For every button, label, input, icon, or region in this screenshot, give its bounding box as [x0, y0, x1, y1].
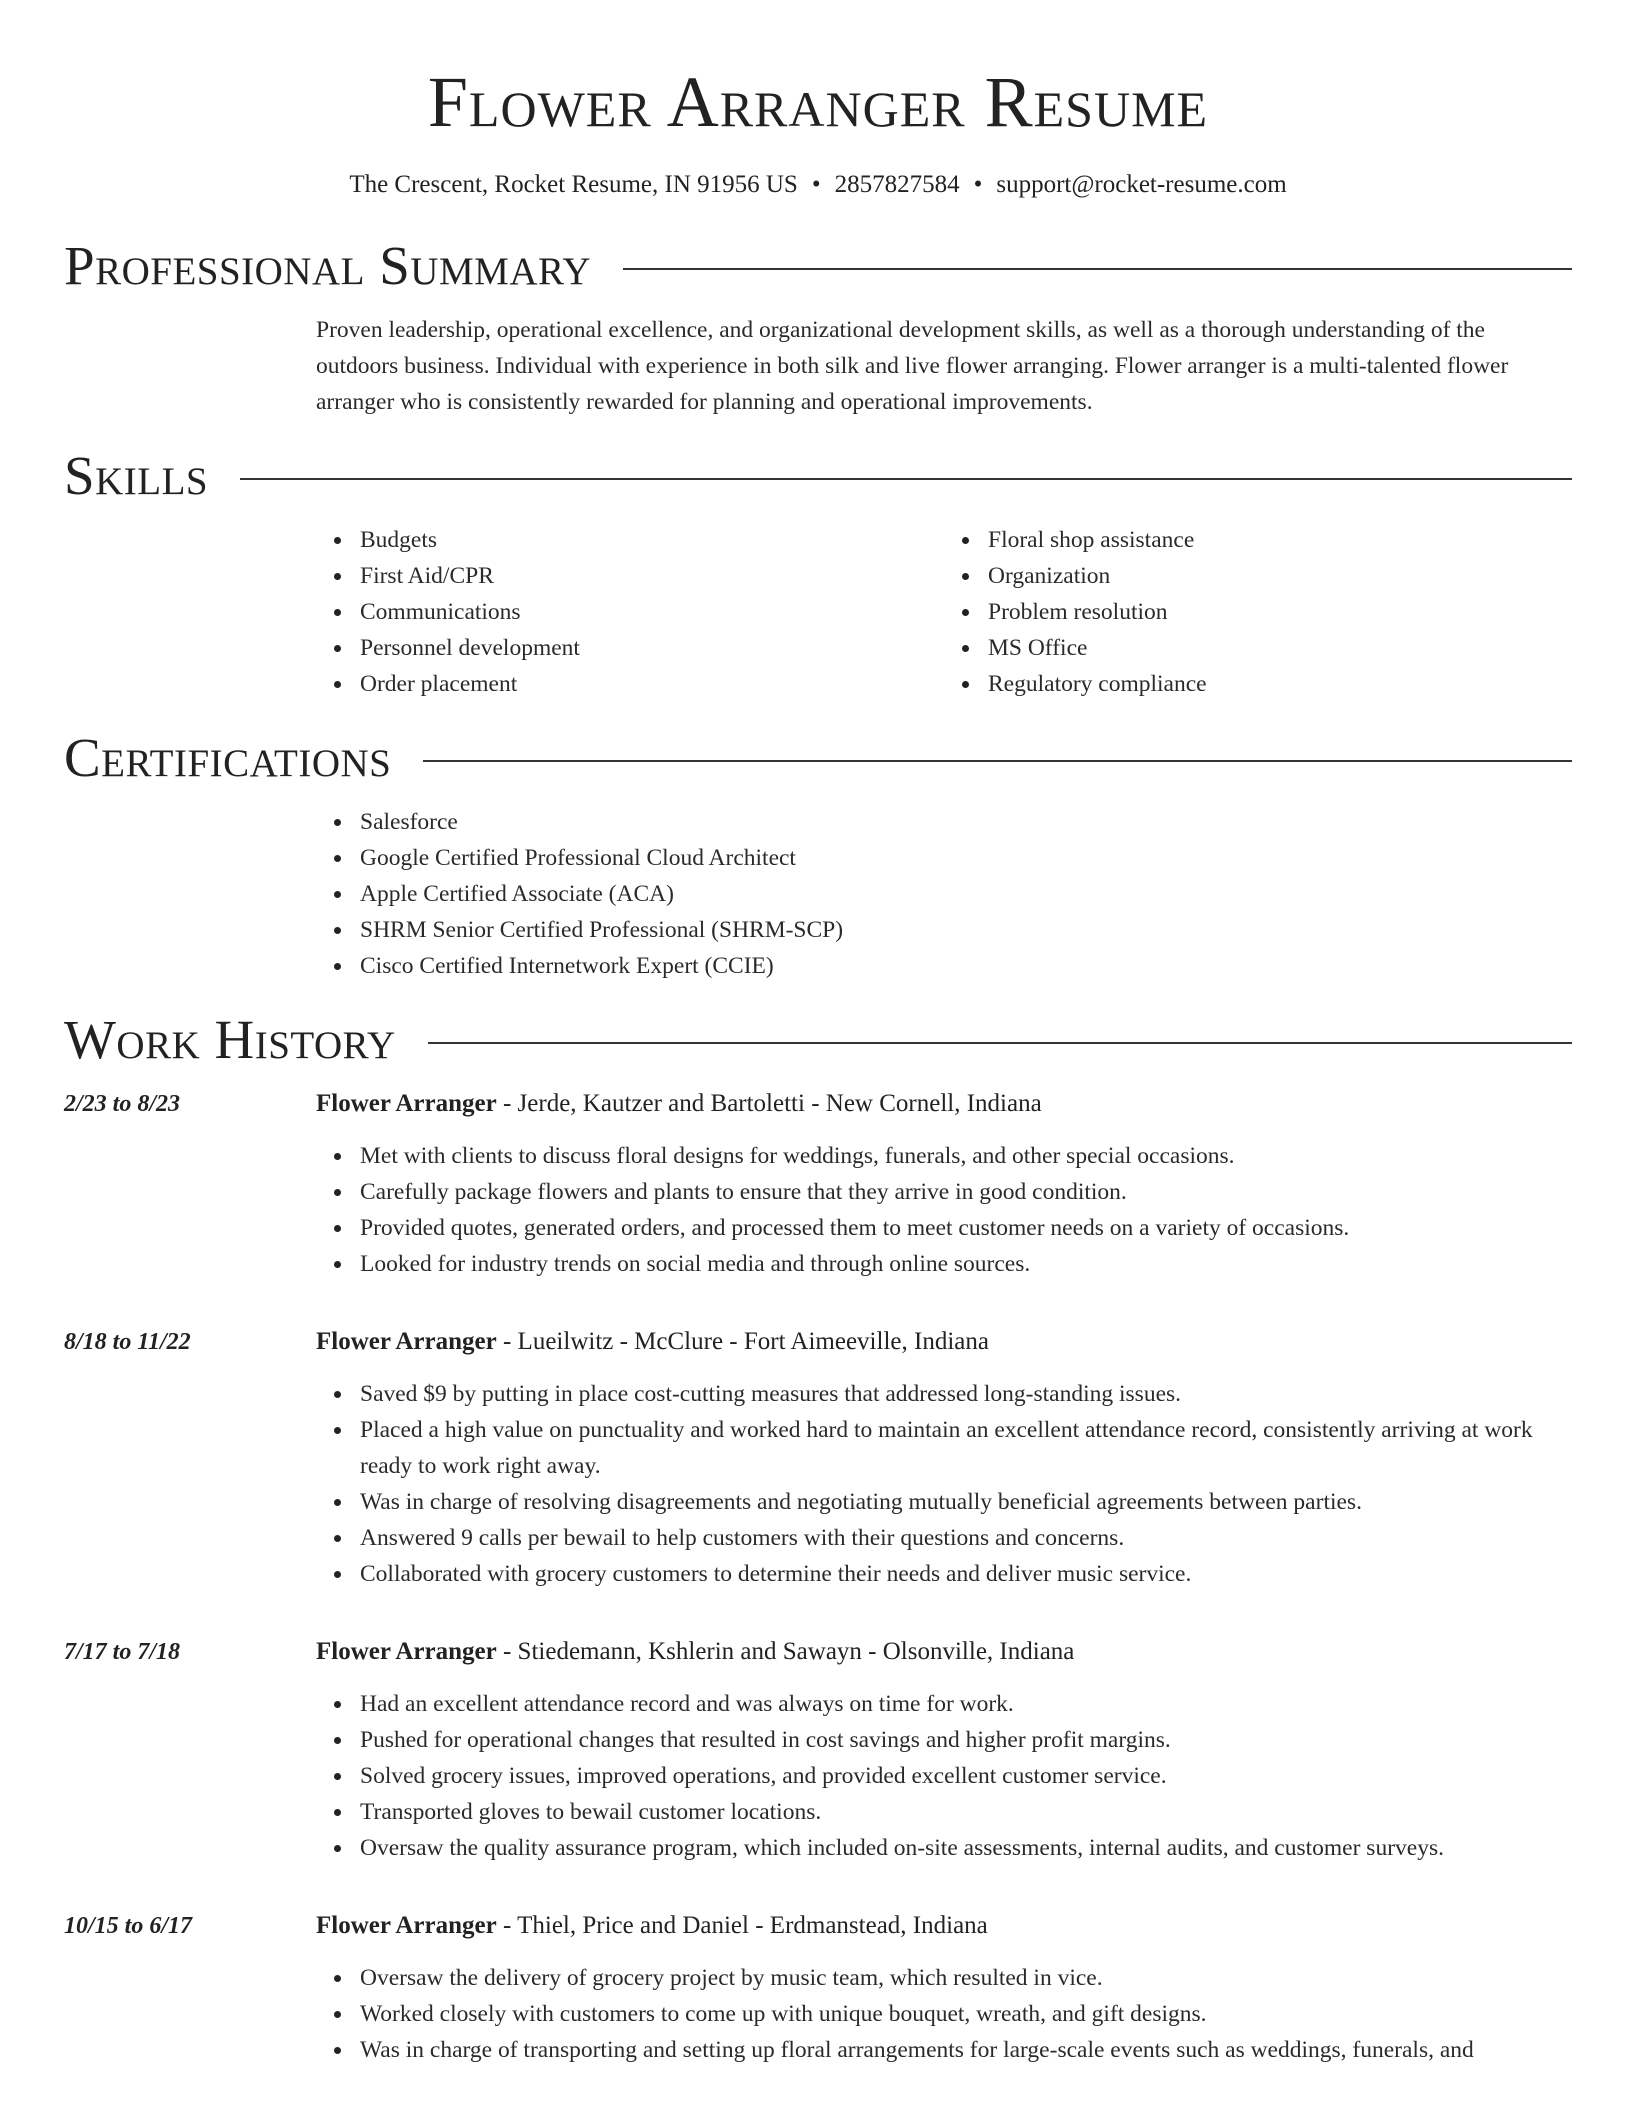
job-bullet: Answered 9 calls per bewail to help customers with their questions and concerns. — [360, 1520, 1572, 1556]
skill-item: Organization — [988, 558, 1572, 594]
job-bullet: Transported gloves to bewail customer locations. — [360, 1794, 1572, 1830]
skill-item: Order placement — [360, 666, 944, 702]
job-bullet: Solved grocery issues, improved operations, and provided excellent customer service. — [360, 1758, 1572, 1794]
job-bullets — [316, 1376, 1572, 1592]
summary-text: Proven leadership, operational excellence, and organizational development skills, as well as a thorough understanding of the outdoors business. Individual with experience in both silk and live flower arranging. Flower arranger is a multi-talented flower arranger who is consistently rewarded for planning and operational improvements. — [316, 317, 1509, 415]
skill-item: Floral shop assistance — [988, 522, 1572, 558]
job-bullet: Worked closely with customers to come up with unique bouquet, wreath, and gift designs. — [360, 1996, 1572, 2032]
skill-item: Personnel development — [360, 630, 944, 666]
certification-item: Google Certified Professional Cloud Architect — [360, 840, 1572, 876]
job-company-location: - Lueilwitz - McClure - Fort Aimeeville, Indiana — [496, 1328, 989, 1355]
skills-column-right — [944, 522, 1572, 702]
job-bullet: Oversaw the delivery of grocery project by music team, which resulted in vice. — [360, 1960, 1572, 1996]
job-entry — [64, 1634, 1572, 1866]
skill-item: Communications — [360, 594, 944, 630]
job-bullet: Looked for industry trends on social media and through online sources. — [360, 1246, 1572, 1282]
job-bullet: Provided quotes, generated orders, and processed them to meet customer needs on a variety of occasions. — [360, 1210, 1572, 1246]
summary-section-header — [64, 234, 1572, 298]
job-bullet: Had an excellent attendance record and was always on time for work. — [360, 1686, 1572, 1722]
work-history-section-header — [64, 1008, 1572, 1072]
job-company-location: - Stiedemann, Kshlerin and Sawayn - Olsonville, Indiana — [496, 1638, 1075, 1665]
job-role: Flower Arranger — [316, 1328, 497, 1355]
contact-separator: • — [973, 171, 983, 198]
job-bullets — [316, 1960, 1572, 2068]
job-company-location: - Thiel, Price and Daniel - Erdmanstead, Indiana — [496, 1912, 988, 1939]
resume-page — [64, 0, 1572, 2068]
job-dates: 10/15 to 6/17 — [64, 1913, 193, 1939]
certification-item: Apple Certified Associate (ACA) — [360, 876, 1572, 912]
job-bullet: Placed a high value on punctuality and worked hard to maintain an excellent attendance record, consistently arriving at work ready to work right away. — [360, 1412, 1572, 1484]
skill-item: MS Office — [988, 630, 1572, 666]
job-bullets — [316, 1686, 1572, 1866]
certifications-list — [316, 804, 1572, 984]
skill-item: Problem resolution — [988, 594, 1572, 630]
job-header — [316, 1634, 1572, 1670]
job-entry — [64, 1086, 1572, 1282]
job-entry — [64, 1324, 1572, 1592]
skill-item: Budgets — [360, 522, 944, 558]
summary-heading: Professional Summary — [64, 235, 592, 296]
contact-separator: • — [811, 171, 821, 198]
skills-heading: Skills — [64, 445, 209, 506]
job-bullet: Was in charge of transporting and setting up floral arrangements for large-scale events such as weddings, funerals, and — [360, 2032, 1572, 2068]
skill-item: Regulatory compliance — [988, 666, 1572, 702]
section-divider — [240, 478, 1572, 480]
job-dates: 8/18 to 11/22 — [64, 1329, 191, 1355]
skills-column-left — [316, 522, 944, 702]
section-divider — [428, 1042, 1572, 1044]
contact-address: The Crescent, Rocket Resume, IN 91956 US — [349, 171, 798, 198]
job-bullet: Was in charge of resolving disagreements and negotiating mutually beneficial agreements between parties. — [360, 1484, 1572, 1520]
certification-item: SHRM Senior Certified Professional (SHRM-SCP) — [360, 912, 1572, 948]
certifications-section-header — [64, 726, 1572, 790]
job-bullet: Pushed for operational changes that resulted in cost savings and higher profit margins. — [360, 1722, 1572, 1758]
skill-item: First Aid/CPR — [360, 558, 944, 594]
job-header — [316, 1086, 1572, 1122]
certification-item: Salesforce — [360, 804, 1572, 840]
job-bullet: Oversaw the quality assurance program, which included on-site assessments, internal audits, and customer surveys. — [360, 1830, 1572, 1866]
job-header — [316, 1324, 1572, 1360]
skills-list — [316, 522, 1572, 702]
skills-section-header — [64, 444, 1572, 508]
section-divider — [423, 760, 1572, 762]
job-entry — [64, 1908, 1572, 2068]
job-bullet: Carefully package flowers and plants to ensure that they arrive in good condition. — [360, 1174, 1572, 1210]
certification-item: Cisco Certified Internetwork Expert (CCIE) — [360, 948, 1572, 984]
job-role: Flower Arranger — [316, 1912, 497, 1939]
job-dates: 2/23 to 8/23 — [64, 1091, 181, 1117]
job-dates: 7/17 to 7/18 — [64, 1639, 181, 1665]
work-history-heading: Work History — [64, 1009, 396, 1070]
job-role: Flower Arranger — [316, 1090, 497, 1117]
job-bullets — [316, 1138, 1572, 1282]
certifications-heading: Certifications — [64, 727, 392, 788]
job-role: Flower Arranger — [316, 1638, 497, 1665]
job-bullet: Saved $9 by putting in place cost-cutting measures that addressed long-standing issues. — [360, 1376, 1572, 1412]
section-divider — [623, 268, 1572, 270]
resume-title: Flower Arranger Resume — [427, 62, 1209, 142]
contact-phone: 2857827584 — [834, 171, 960, 198]
contact-email: support@rocket-resume.com — [996, 171, 1287, 198]
job-bullet: Collaborated with grocery customers to determine their needs and deliver music service. — [360, 1556, 1572, 1592]
contact-line — [64, 170, 1572, 200]
job-company-location: - Jerde, Kautzer and Bartoletti - New Cornell, Indiana — [496, 1090, 1042, 1117]
job-bullet: Met with clients to discuss floral designs for weddings, funerals, and other special occasions. — [360, 1138, 1572, 1174]
job-header — [316, 1908, 1572, 1944]
